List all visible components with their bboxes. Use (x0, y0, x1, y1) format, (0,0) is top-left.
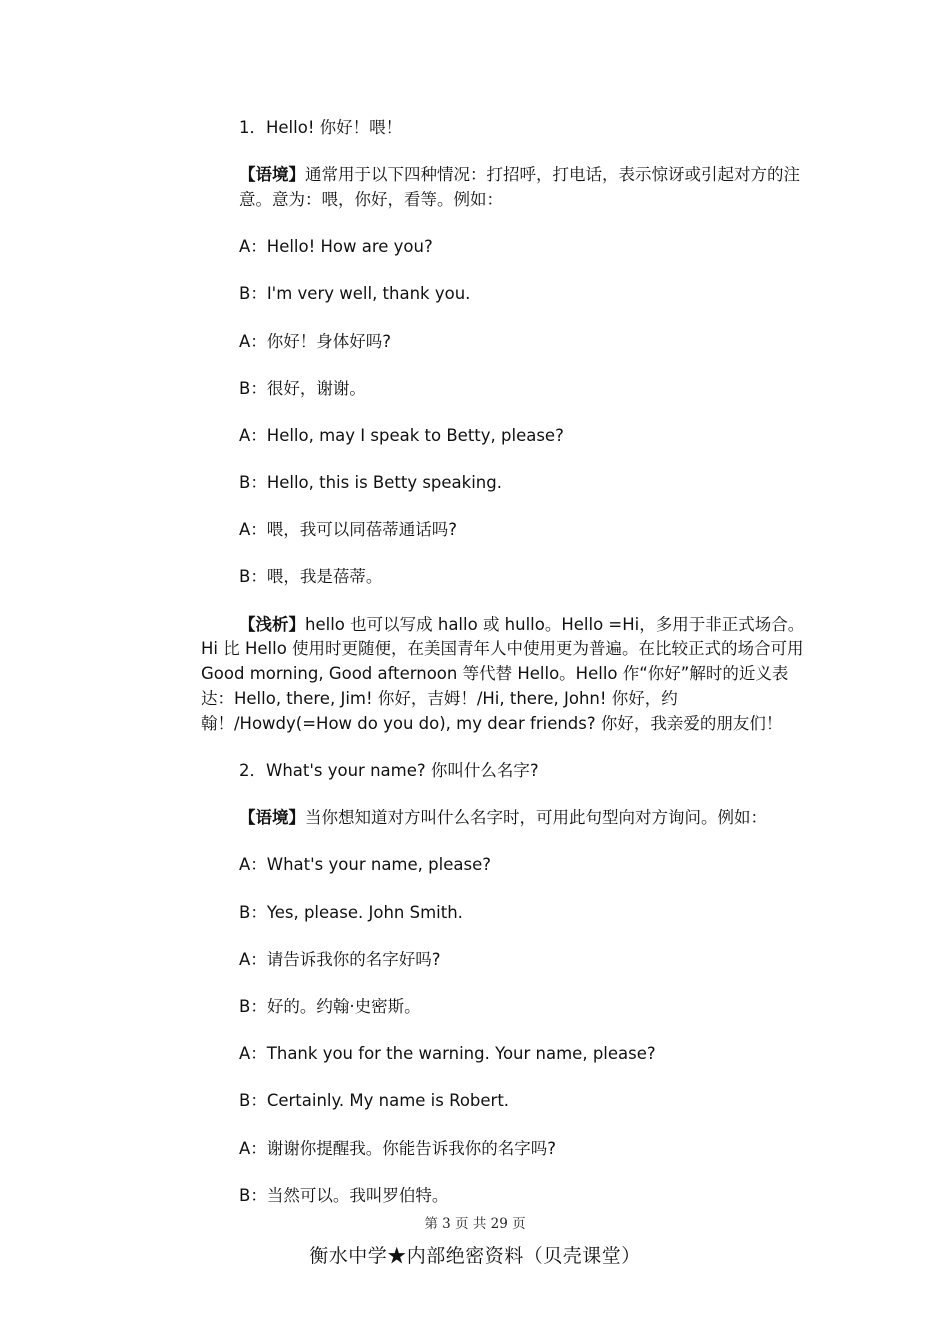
dialog-line: B：Yes, please. John Smith. (239, 902, 463, 922)
dialog-line: A：谢谢你提醒我。你能告诉我你的名字吗? (239, 1138, 557, 1158)
dialog-line: A：Hello, may I speak to Betty, please? (239, 425, 564, 445)
context-text: 通常用于以下四种情况：打招呼，打电话，表示惊讶或引起对方的注意。意为：喂，你好，看等。例如： (239, 165, 800, 209)
dialog-line: A：What's your name, please? (239, 855, 491, 875)
dialog-line: B：好的。约翰·史密斯。 (239, 996, 421, 1016)
document-body (201, 116, 811, 1209)
dialog-line: B：Certainly. My name is Robert. (239, 1091, 510, 1111)
analysis-text: hello 也可以写成 hallo 或 hullo。Hello =Hi，多用于非正式场合。Hi 比 Hello 使用时更随便，在美国青年人中使用更为普遍。在比较正式的场合可用 Good morning, Good afternoon 等代替 Hello。Hello 作“你好”解时的近义表达：Hello, there, Jim! 你好，吉姆！/Hi, there, John! 你好，约翰！/Howdy(=How do you do), my dear friends? 你好，我亲爱的朋友们！ (201, 614, 805, 733)
analysis-tag: 【浅析】 (239, 614, 305, 634)
section-2-title: 2．What's your name? 你叫什么名字? (239, 761, 539, 781)
page-number: 第 3 页 共 29 页 (424, 1216, 526, 1232)
dialog-line: B：I'm very well, thank you. (239, 284, 471, 304)
section-2-context (201, 806, 811, 831)
dialog-line: A：你好！身体好吗? (239, 331, 392, 351)
footer-text: 衡水中学★内部绝密资料（贝壳课堂） (309, 1245, 641, 1267)
dialog-line: A：喂，我可以同蓓蒂通话吗? (239, 520, 458, 540)
context-text: 当你想知道对方叫什么名字时，可用此句型向对方询问。例如： (305, 808, 767, 828)
dialog-line: A：Hello! How are you? (239, 237, 433, 257)
dialog-line: B：当然可以。我叫罗伯特。 (239, 1185, 449, 1205)
section-1-context (201, 163, 811, 213)
dialog-line: A：Thank you for the warning. Your name, please? (239, 1044, 656, 1064)
dialog-line: B：很好，谢谢。 (239, 378, 366, 398)
dialog-line: B：Hello, this is Betty speaking. (239, 473, 502, 493)
context-tag: 【语境】 (239, 808, 305, 828)
dialog-line: A：请告诉我你的名字好吗? (239, 949, 441, 969)
context-tag: 【语境】 (239, 165, 305, 185)
section-1-analysis (201, 613, 811, 737)
dialog-line: B：喂，我是蓓蒂。 (239, 567, 383, 587)
section-1-title: 1．Hello! 你好！喂！ (239, 118, 403, 137)
